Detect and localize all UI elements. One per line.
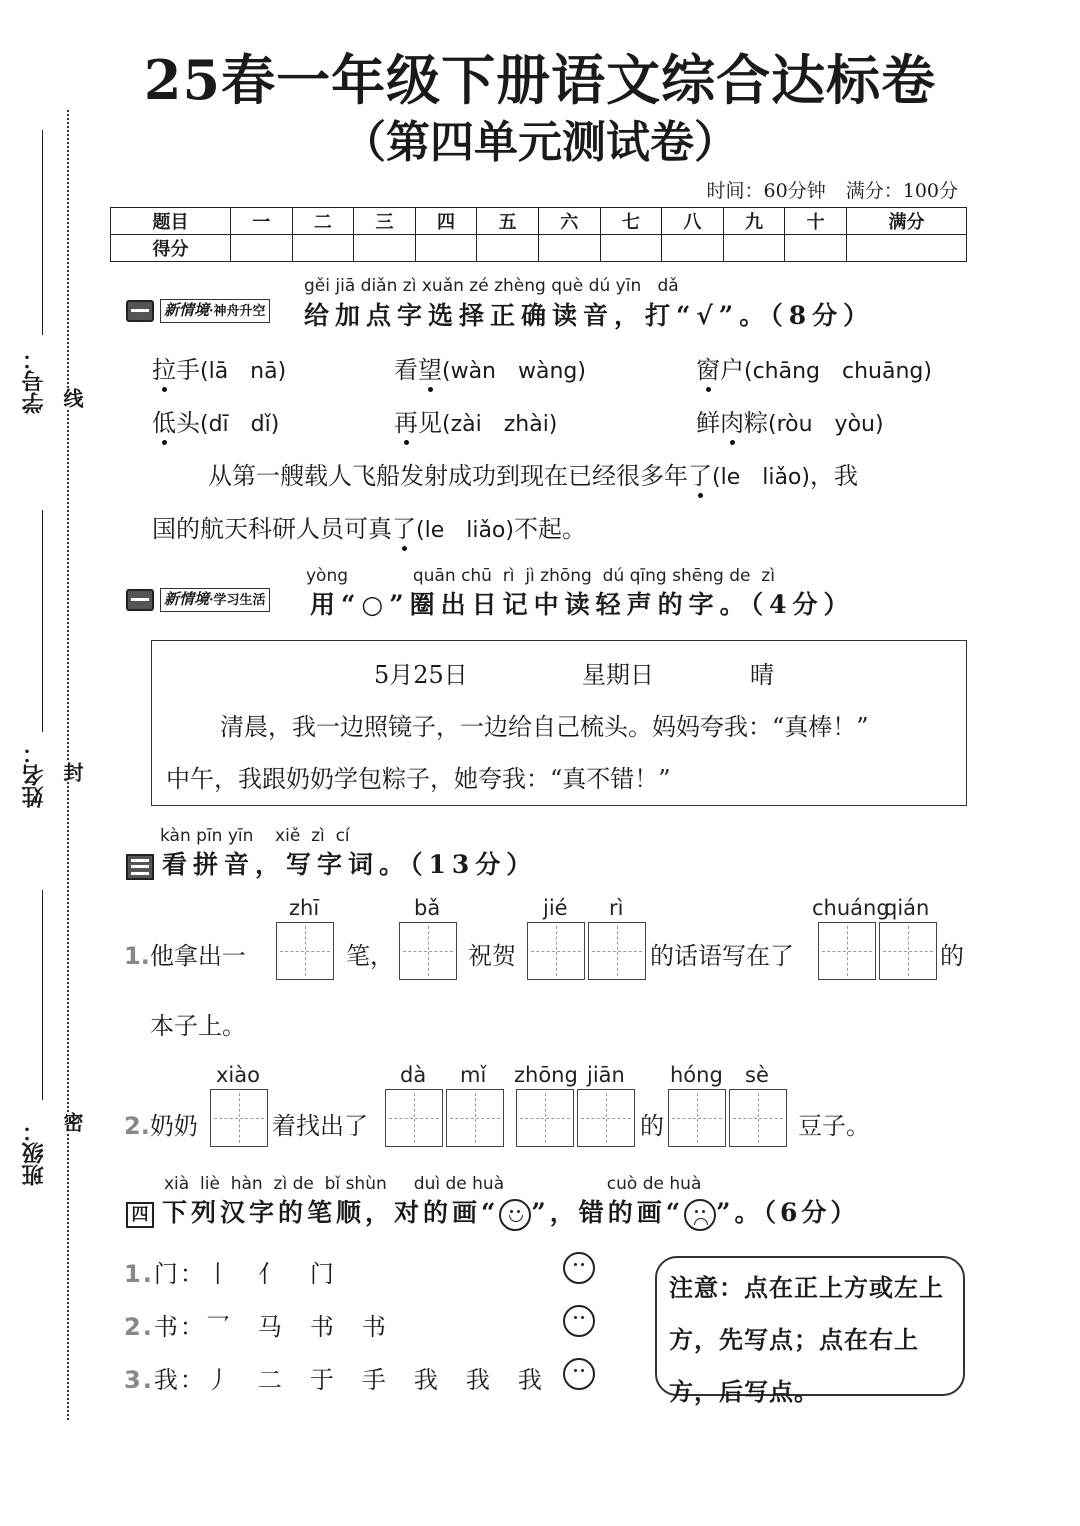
diary-line-2[interactable]: 中午，我跟奶奶学包粽子，她夸我：“真不错！” [166,765,671,793]
score-col: 二 [292,208,354,235]
s2-part-d: 豆子。 [798,1112,870,1140]
s2-pinyin-da: dà [400,1063,427,1087]
q1-sentence-options-2[interactable]: (le liǎo) [416,518,514,543]
q3-title: 看拼音，写字词。（13分） [162,850,538,879]
s1-part-f: 本子上。 [150,1012,246,1040]
xian-char: 线 [58,388,87,408]
score-col: 四 [415,208,477,235]
score-cell[interactable] [785,235,847,262]
tianzige-box[interactable] [399,922,457,980]
s2-part-c: 的 [640,1112,664,1140]
q2-pinyin: yòng quān chū rì jì zhōng dú qīng shēng de zì [306,566,775,586]
q1-pinyin: gěi jiā diǎn zì xuǎn zé zhèng què dú yīn dǎ [304,276,679,296]
tianzige-box[interactable] [588,922,646,980]
q1-sentence-line-1: 从第一艘载人飞船发射成功到现在已经很多年了(le liǎo)，我 [208,462,858,490]
s1-part-c: 祝贺 [468,942,516,970]
q2-number-icon [126,589,154,611]
score-cell[interactable] [354,235,416,262]
score-row1-label: 题目 [111,208,231,235]
xingming-label: 姓名： [21,742,47,808]
s1-pinyin-chuang: chuáng [812,896,890,920]
q1-item-4: 低头(dī dǐ) [152,409,280,437]
diary-weather: 晴 [750,661,774,689]
s1-pinyin-ri: rì [609,896,624,920]
score-table-header-row [111,208,967,235]
answer-face-icon[interactable] [563,1305,595,1337]
score-cell[interactable] [477,235,539,262]
score-col: 九 [723,208,785,235]
exam-time: 时间：60分钟 [706,180,826,202]
score-cell[interactable] [723,235,785,262]
s1-part-b: 笔， [346,942,394,970]
score-cell[interactable] [600,235,662,262]
score-col: 三 [354,208,416,235]
xuehao-write-line[interactable] [42,130,43,335]
q3-number-icon [126,854,154,880]
score-cell[interactable] [292,235,354,262]
s1-part-a: 1.他拿出一 [124,942,246,970]
q1-item-5: 再见(zài zhài) [394,409,558,437]
s1-pinyin-qian: qián [884,896,930,920]
q1-badge [126,298,270,324]
score-col: 五 [477,208,539,235]
tianzige-box[interactable] [527,922,585,980]
answer-face-icon[interactable] [563,1252,595,1284]
q4-pinyin: xià liè hàn zì de bǐ shùn duì de huà cuò de huà [164,1174,702,1194]
q1-item-1-options[interactable]: (lā nā) [200,359,287,384]
q1-item-5-options[interactable]: (zài zhài) [442,412,558,437]
diary-line-1[interactable]: 清晨，我一边照镜子，一边给自己梳头。妈妈夸我：“真棒！” [220,713,869,741]
tianzige-box[interactable] [276,922,334,980]
smile-face-icon [499,1199,531,1231]
sad-face-icon [684,1199,716,1231]
diary-weekday: 星期日 [582,661,654,689]
score-cell[interactable] [662,235,724,262]
q1-item-2-options[interactable]: (wàn wàng) [442,359,586,384]
exam-full-score: 满分：100分 [845,180,958,202]
q3-pinyin: kàn pīn yīn xiě zì cí [160,826,350,846]
q4-number-icon: 四 [126,1202,154,1228]
s1-part-e: 的 [940,942,964,970]
tianzige-box[interactable] [446,1089,504,1147]
q1-item-1: 拉手(lā nā) [152,356,287,384]
score-row2-label: 得分 [111,235,231,262]
diary-box [151,640,967,806]
page-subtitle: （第四单元测试卷） [342,117,738,168]
s2-pinyin-hong: hóng [670,1063,723,1087]
q1-number-icon [126,300,154,322]
banji-write-line[interactable] [42,890,43,1100]
tianzige-box[interactable] [210,1089,268,1147]
tianzige-box[interactable] [577,1089,635,1147]
q1-sentence-options-1[interactable]: (le liǎo) [712,465,810,490]
tianzige-box[interactable] [516,1089,574,1147]
q2-tag: 新情境·学习生活 [160,588,270,612]
diary-date: 5月25日 [374,661,468,689]
xingming-write-line[interactable] [42,510,43,732]
q1-tag: 新情境·神舟升空 [160,299,270,323]
exam-meta [707,176,958,203]
q1-sentence-line-2: 国的航天科研人员可真了(le liǎo)不起。 [152,515,586,543]
tianzige-box[interactable] [729,1089,787,1147]
q1-item-4-options[interactable]: (dī dǐ) [200,412,280,437]
q4-item-1: 1.门：丨 亻 门 [124,1260,336,1288]
s2-pinyin-zhong: zhōng [514,1063,578,1087]
q1-item-2: 看望(wàn wàng) [394,356,586,384]
mi-char: 密 [58,1112,87,1132]
s2-part-a: 2.奶奶 [124,1112,198,1140]
tianzige-box[interactable] [668,1089,726,1147]
tianzige-box[interactable] [879,922,937,980]
score-table-score-row [111,235,967,262]
q1-item-6: 鲜肉粽(ròu yòu) [696,409,884,437]
score-cell[interactable] [538,235,600,262]
s1-pinyin-ba: bǎ [414,896,441,920]
answer-face-icon[interactable] [563,1358,595,1390]
score-col: 一 [230,208,292,235]
q4-item-2: 2.书：乛 马 书 书 [124,1313,388,1341]
score-col: 十 [785,208,847,235]
score-col: 六 [538,208,600,235]
xuehao-label: 学号： [21,348,47,414]
s2-pinyin-xiao: xiào [216,1063,260,1087]
q4-title-row: 四 下列汉字的笔顺，对的画“ ”，错的画“ ”。（6分） [126,1193,859,1231]
score-cell[interactable] [230,235,292,262]
q1-item-3: 窗户(chāng chuāng) [696,356,932,384]
banji-label: 班级： [21,1120,47,1186]
score-col: 满分 [846,208,966,235]
page-title: 25春一年级下册语文综合达标卷 [143,48,937,112]
score-col: 七 [600,208,662,235]
tianzige-box[interactable] [385,1089,443,1147]
q4-item-3: 3.我：丿 二 于 手 我 我 我 [124,1366,544,1394]
s2-pinyin-se: sè [745,1063,769,1087]
q2-badge [126,587,270,613]
s2-part-b: 着找出了 [272,1112,368,1140]
score-table [110,207,967,262]
score-cell[interactable] [846,235,966,262]
s2-pinyin-mi: mǐ [460,1063,487,1087]
s1-pinyin-zhi: zhī [289,896,320,920]
s1-pinyin-jie: jié [543,896,568,920]
q2-title: 用“○”圈出日记中读轻声的字。（4分） [310,590,855,619]
q1-title: 给加点字选择正确读音，打“√”。（8分） [304,301,875,330]
score-col: 八 [662,208,724,235]
s1-part-d: 的话语写在了 [650,942,794,970]
tianzige-box[interactable] [818,922,876,980]
q3-title-row [126,845,537,881]
q1-item-6-options[interactable]: (ròu yòu) [768,412,884,437]
s2-pinyin-jian: jiān [587,1063,625,1087]
score-cell[interactable] [415,235,477,262]
q1-item-3-options[interactable]: (chāng chuāng) [744,359,932,384]
feng-char: 封 [58,762,87,782]
note-box: 注意：点在正上方或左上方，先写点；点在右上方，后写点。 [655,1256,965,1396]
